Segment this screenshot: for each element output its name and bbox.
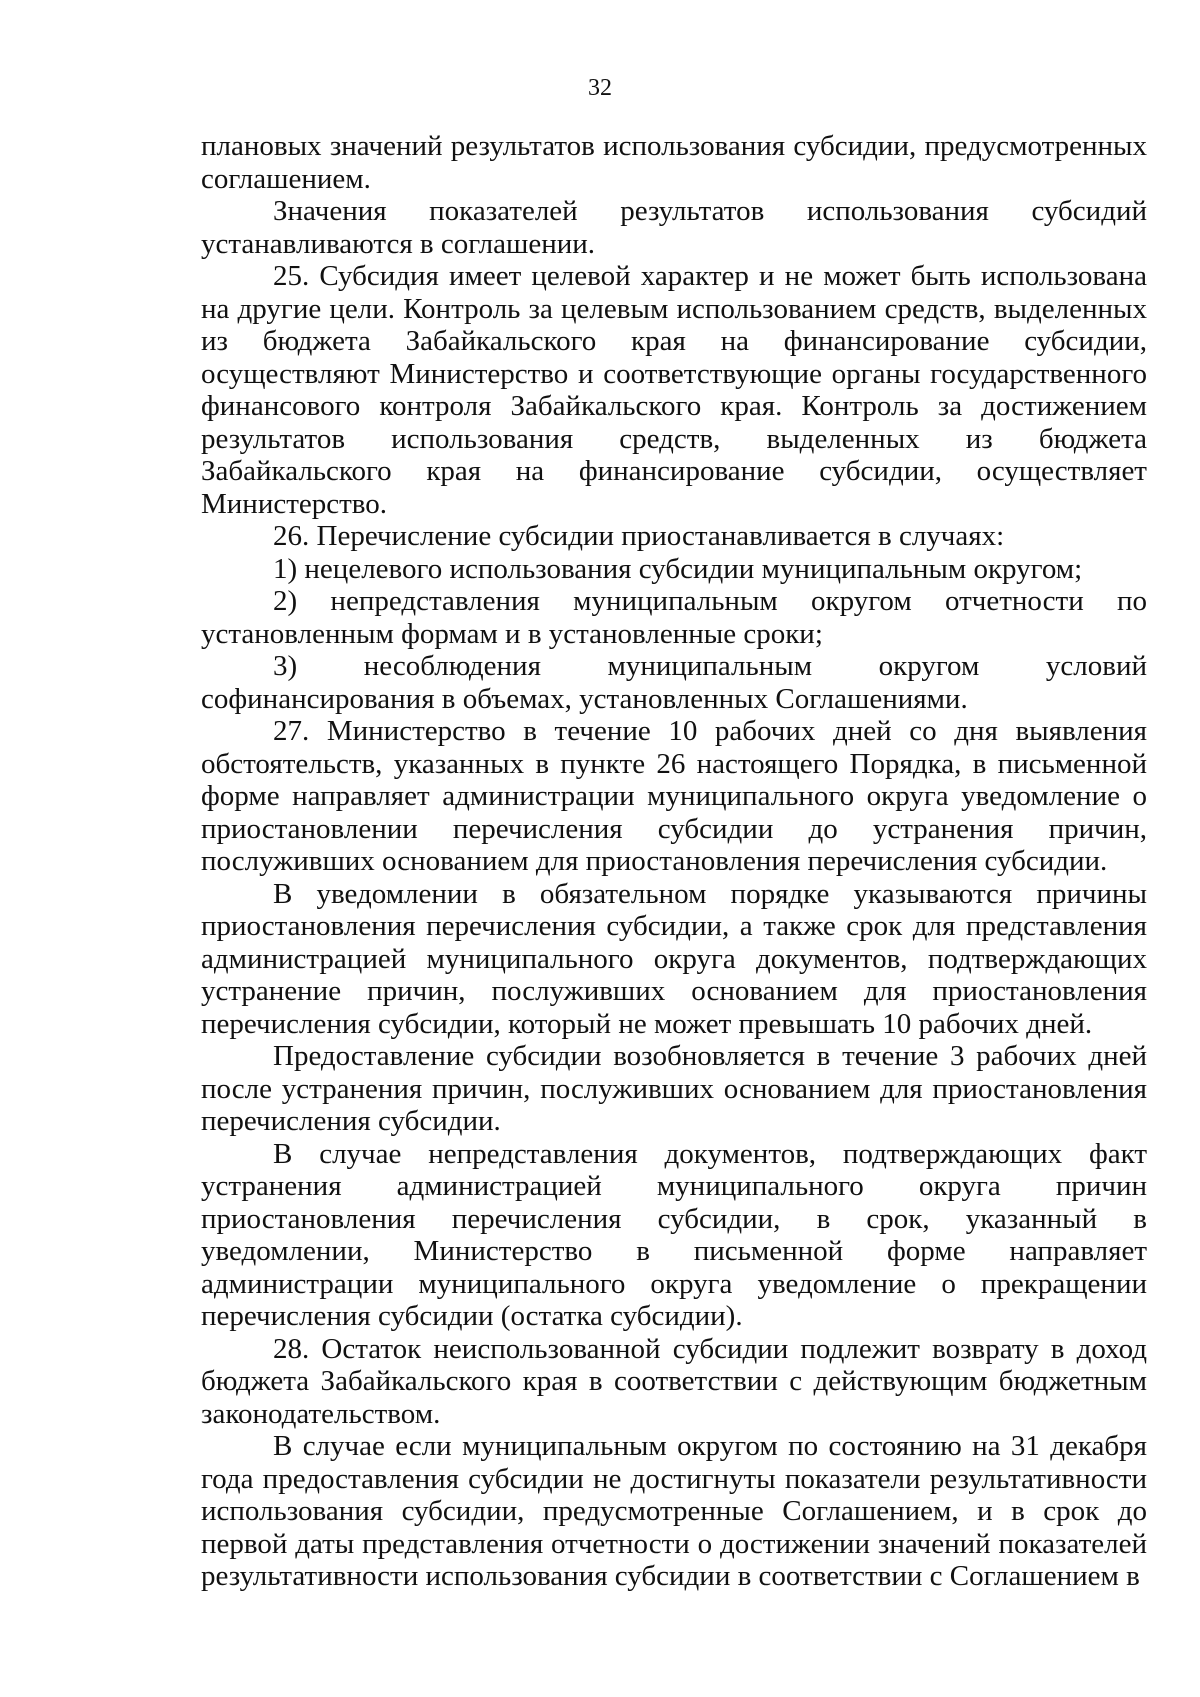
page-number: 32 xyxy=(588,75,612,101)
paragraph-subitem-2: 2) непредставления муниципальным округом отчетности по установленным формам и в установленные сроки; xyxy=(201,585,1147,650)
document-body xyxy=(201,130,1147,1593)
paragraph-item-25: 25. Субсидия имеет целевой характер и не может быть использована на другие цели. Контроль за целевым использованием средств, выделенных из бюджета Забайкальского края на финансирование субсидии, осуществляют Министерство и соответствующие органы государственного финансового контроля Забайкальского края. Контроль за достижением результатов использования средств, выделенных из бюджета Забайкальского края на финансирование субсидии, осуществляет Министерство. xyxy=(201,260,1147,520)
paragraph-item-27: 27. Министерство в течение 10 рабочих дней со дня выявления обстоятельств, указанных в пункте 26 настоящего Порядка, в письменной форме направляет администрации муниципального округа уведомление о приостановлении перечисления субсидии до устранения причин, послуживших основанием для приостановления перечисления субсидии. xyxy=(201,715,1147,877)
paragraph-unmet-indicators: В случае если муниципальным округом по состоянию на 31 декабря года предоставления субсидии не достигнуты показатели результативности использования субсидии, предусмотренные Соглашением, и в срок до первой даты представления отчетности о достижении значений показателей результативности использования субсидии в соответствии с Соглашением в xyxy=(201,1430,1147,1592)
paragraph-notification-reasons: В уведомлении в обязательном порядке указываются причины приостановления перечисления субсидии, а также срок для представления администрацией муниципального округа документов, подтверждающих устранение причин, послуживших основанием для приостановления перечисления субсидии, который не может превышать 10 рабочих дней. xyxy=(201,877,1147,1040)
paragraph-item-28: 28. Остаток неиспользованной субсидии подлежит возврату в доход бюджета Забайкальского края в соответствии с действующим бюджетным законодательством. xyxy=(201,1332,1147,1430)
paragraph-continuation: плановых значений результатов использования субсидии, предусмотренных соглашением. xyxy=(201,130,1147,195)
paragraph-indicator-values: Значения показателей результатов использования субсидий устанавливаются в соглашении. xyxy=(201,195,1147,260)
paragraph-item-26: 26. Перечисление субсидии приостанавливается в случаях: xyxy=(273,520,1005,552)
paragraph-termination: В случае непредставления документов, подтверждающих факт устранения администрацией муниципального округа причин приостановления перечисления субсидии, в срок, указанный в уведомлении, Министерство в письменной форме направляет администрации муниципального округа уведомление о прекращении перечисления субсидии (остатка субсидии). xyxy=(201,1137,1147,1332)
paragraph-subitem-3: 3) несоблюдения муниципальным округом условий софинансирования в объемах, установленных Соглашениями. xyxy=(201,650,1147,715)
paragraph-subitem-1: 1) нецелевого использования субсидии муниципальным округом; xyxy=(273,552,1083,585)
paragraph-resumption: Предоставление субсидии возобновляется в течение 3 рабочих дней после устранения причин, послуживших основанием для приостановления перечисления субсидии. xyxy=(201,1040,1147,1137)
